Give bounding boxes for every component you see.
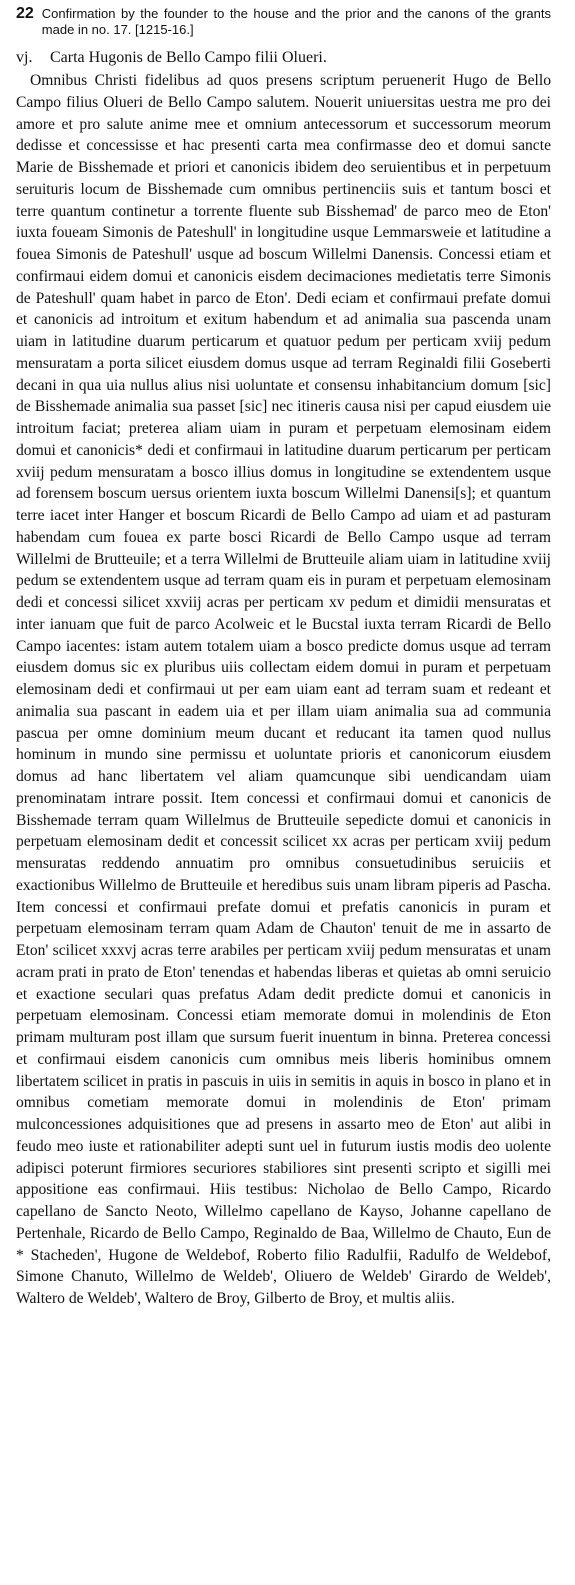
charter-number: vj. — [16, 49, 33, 66]
charter-text: Omnibus Christi fidelibus ad quos presens scriptum peruenerit Hugo de Bello Campo filius Olueri de Bello Campo salutem. Nouerit uniuersitas uestra me pro dei amore et pro salute anime mee et omnium antecessorum et successorum meorum dedisse et concessisse et hac presenti carta mea confirmasse deo et domui sancte Marie de Bisshemade et priori et canonicis ibidem deo seruientibus et in perpetuum seruituris locum de Bisshemade cum omnibus pertinenciis suis et tantum bosci et terre quantum continetur a torrente fluente sub Bisshemad' de parco meo de Eton' iuxta foueam Simonis de Pateshull' in longitudine usque Lemmarsweie et latitudine a fouea Simonis de Pateshull' usque ad boscum Willelmi Danensis. Concessi etiam et confirmaui eidem domui et canonicis eisdem decimaciones medietatis terre Simonis de Pateshull' quam habet in parco de Eton'. Dedi eciam et confirmaui prefate domui et canonicis ad introitum et exitum habendum et ad animalia sua pascenda unam uiam in latitudine duarum perticarum et quatuor pedum per perticam xviij pedum mensuratam a porta silicet eiusdem domus usque ad terram Reginaldi filii Goseberti decani in qua uia nullus alius nisi uoluntate et consensu inhabitancium domum [sic] de Bisshemade animalia sua passet [sic] nec itineris causa nisi per capud eiusdem uie introitum faciat; preterea aliam uiam in puram et perpetuam elemosinam eidem domui et canonicis* dedi et confirmaui in latitudine duarum perticarum per perticam xviij pedum mensuratam a bosco illius domus in longitudine se extendentem usque ad forensem boscum uersus orientem iuxta boscum Willelmi Danensi[s]; et quantum terre iacet inter Hanger et boscum Ricardi de Bello Campo ad uiam et ad pasturam habendam cum fouea ex parte bosci Ricardi de Bello Campo usque ad terram Willelmi de Brutteuile; et a terra Willelmi de Brutteuile aliam uiam in latitudine xviij pedum se extendentem usque ad terram quam eis in puram et perpetuam elemosinam dedi et concessi silicet xxviij acras per perticam xv pedum et dimidii mensuratas et inter ianuam que fuit de parco Acolweic et le Bucstal iuxta terram Ricardi de Bello Campo iacentes: istam autem totalem uiam a bosco predicte domus usque ad terram eiusdem domus sic ex pluribus uiis collectam eidem domui in puram et perpetuam elemosinam dedi et confirmaui ut per eam uiam eant ad terram suam et redeant et animalia sua pascant in eadem uia et per illam uiam animalia sua ad communia pascua per omne dominium meum ducant et reducant ita tamen quod nullus hominum in mundo sine permissu et uoluntate prioris et canonicorum eiusdem domus ad hanc libertatem vel aliam quamcunque sibi uendicandam uiam prenominatam intrare possit. Item concessi et confirmaui domui et canonicis de Bisshemade terram quam Willelmus de Brutteuile sepedicte domui et canonicis in perpetuam elemosinam dedit et concessit scilicet xx acras per perticam xviij pedum mensuratas reddendo annuatim pro omnibus consuetudinibus seruiciis et exactionibus Willelmo de Brutteuile et heredibus suis unam libram piperis ad Pascha. Item concessi et confirmaui prefate domui et prefatis canonicis in puram et perpetuam elemosinam terram quam Adam de Chauton' tenuit de me in assarto de Eton' scilicet xxxvj acras terre arabiles per perticam xviij pedum mensuratas et unam acram prati in prato de Eton' tenendas et habendas liberas et quietas ab omni seruicio et exactione seculari quas prefatus Adam dedit predicte domui et canonicis in perpetuam elemosinam. Concessi etiam memorate domui in molendinis de Eton primam multuram post illam que sursum fuerit inuentum in binna. Preterea concessi et confirmaui eisdem canonicis cum omnibus meis liberis hominibus omnem libertatem scilicet in pratis in pascuis in uiis in semitis in aquis in bosco in plano et in omnibus cometiam memorate domui in molendinis de Eton' primam mulconcessiones adquisitiones que ad presens in assarto meo de Eton' aut alibi in feudo meo iuste et rationabiliter adepti sunt uel in futurum iustis modis deo uolente adipisci poterunt firmiores securiores stabiliores sint presenti scripto et sigilli mei appositione eas confirmaui. Hiis testibus: Nicholao de Bello Campo, Ricardo capellano de Sancto Neoto, Willelmo capellano de Kayso, Johanne capellano de Pertenhale, Ricardo de Bello Campo, Reginaldo de Baa, Willelmo de Chauto, Eun de * Stacheden', Hugone de Weldebof, Roberto filio Radulfii, Radulfo de Weldebof, Simone Chanuto, Willelmo de Weldeb', Oliuero de Weldeb' Girardo de Weldeb', Waltero de Weldeb', Waltero de Broy, Gilberto de Broy, et multis aliis. — [16, 72, 551, 1307]
entry-number: 22 — [16, 5, 34, 22]
entry-summary: Confirmation by the founder to the house and the prior and the canons of the grants made in no. 17. [1215-16.] — [41, 6, 551, 37]
entry-header — [16, 6, 551, 38]
charter-heading — [16, 48, 551, 68]
charter-title: Carta Hugonis de Bello Campo filii Olueri. — [50, 49, 327, 66]
